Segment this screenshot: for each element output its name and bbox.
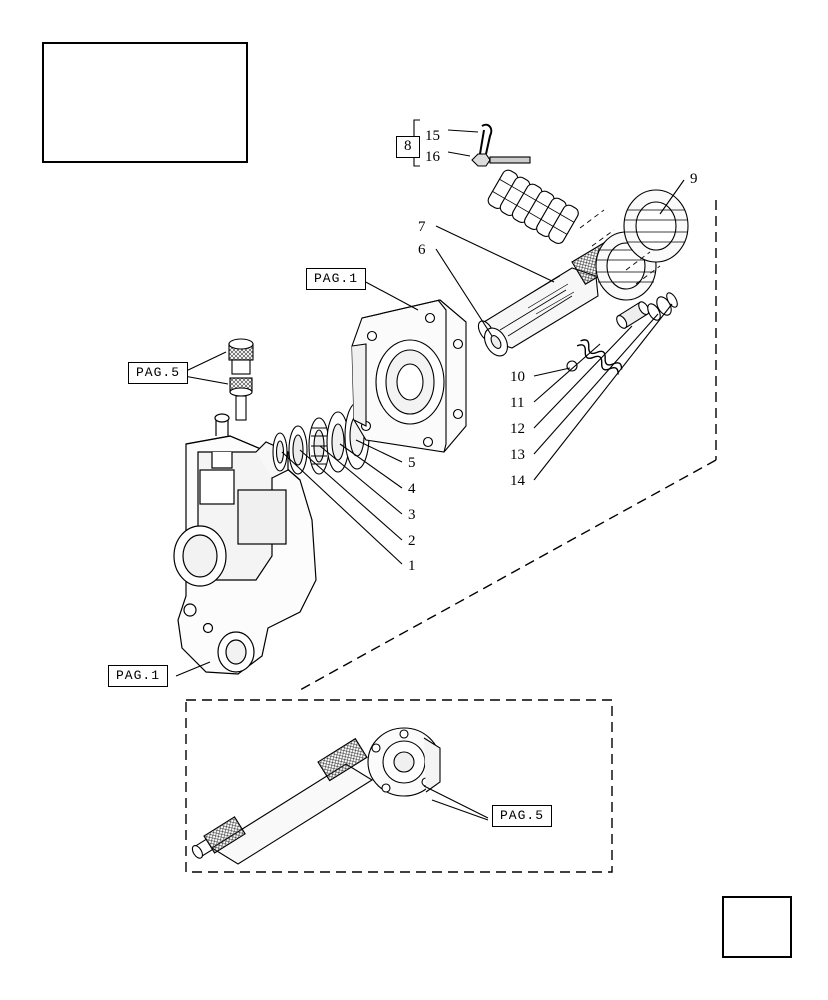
callout-12: 12 bbox=[510, 421, 525, 437]
tractor-thumbnail-frame bbox=[42, 42, 248, 163]
callout-6: 6 bbox=[418, 242, 426, 258]
callout-4: 4 bbox=[408, 481, 416, 497]
callout-11: 11 bbox=[510, 395, 525, 411]
corner-logo-frame bbox=[722, 896, 792, 958]
reference-pag5-left[interactable]: PAG.5 bbox=[128, 362, 188, 384]
callout-14: 14 bbox=[510, 473, 525, 489]
callout-13: 13 bbox=[510, 447, 525, 463]
callout-9: 9 bbox=[690, 171, 698, 187]
reference-pag5-bottom[interactable]: PAG.5 bbox=[492, 805, 552, 827]
callout-7: 7 bbox=[418, 219, 426, 235]
callout-2: 2 bbox=[408, 533, 416, 549]
callout-10: 10 bbox=[510, 369, 525, 385]
reference-pag1-top[interactable]: PAG.1 bbox=[306, 268, 366, 290]
callout-15: 15 bbox=[425, 128, 440, 144]
bolt-art bbox=[472, 154, 530, 166]
reference-pag1-bottom[interactable]: PAG.1 bbox=[108, 665, 168, 687]
group-box-8[interactable]: 8 bbox=[396, 136, 420, 158]
callout-16: 16 bbox=[425, 149, 440, 165]
pto-output-shaft-art bbox=[189, 728, 440, 864]
pto-cover-plate-art bbox=[352, 300, 466, 452]
small-spline-shaft-art bbox=[229, 339, 253, 420]
callout-5: 5 bbox=[408, 455, 416, 471]
callout-1: 1 bbox=[408, 558, 416, 574]
callout-3: 3 bbox=[408, 507, 416, 523]
cotter-pin-art bbox=[480, 125, 491, 154]
